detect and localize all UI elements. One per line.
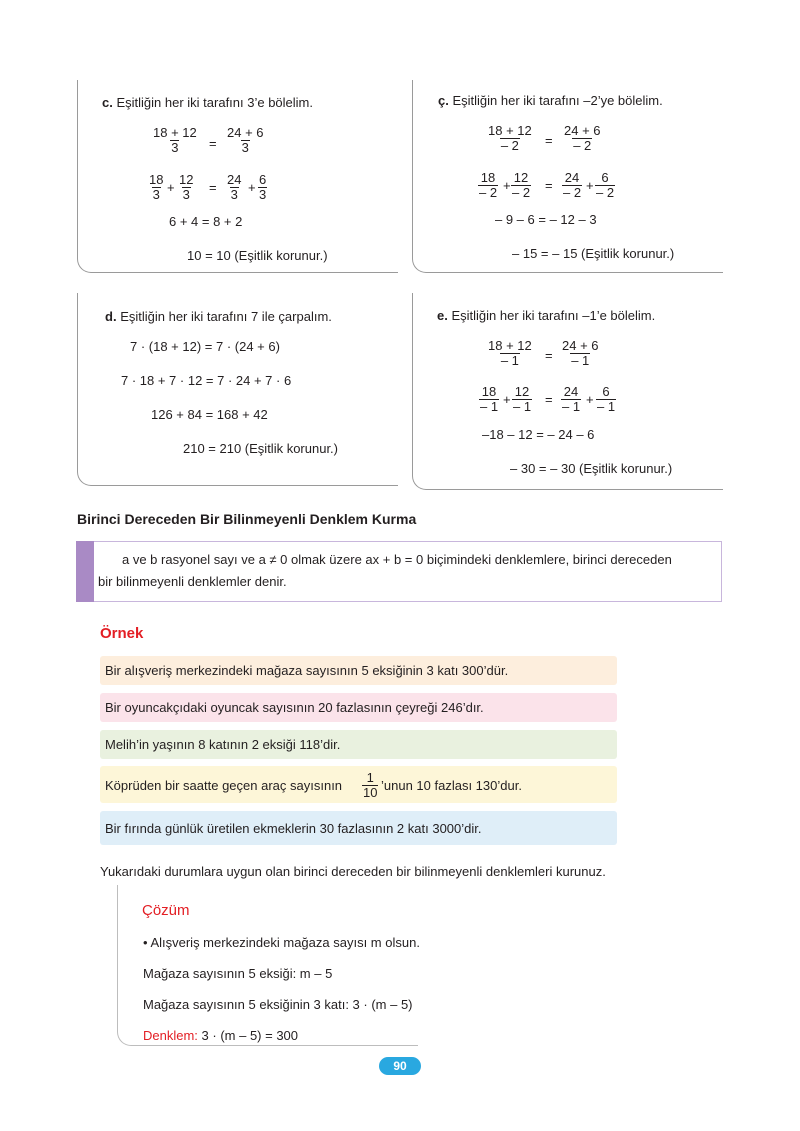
example-question: Yukarıdaki durumlara uygun olan birinci dereceden bir bilinmeyenli denklemleri kurunuz.: [100, 864, 606, 879]
example-item-text: Bir alışveriş merkezindeki mağaza sayısının 5 eksiğinin 3 katı 300’dür.: [105, 663, 509, 678]
box-e-line4: – 30 = – 30 (Eşitlik korunur.): [510, 461, 673, 476]
box-d-line3: 126 + 84 = 168 + 42: [151, 407, 268, 422]
plus-sign: +: [586, 178, 594, 193]
box-cc-line3: – 9 – 6 = – 12 – 3: [495, 212, 597, 227]
plus-sign: +: [503, 392, 511, 407]
equals-sign: =: [209, 180, 217, 195]
plus-sign: +: [248, 180, 256, 195]
equation-label: Denklem:: [143, 1028, 198, 1043]
definition-accent-bar: [76, 541, 94, 602]
equals-sign: =: [545, 392, 553, 407]
box-cc-frac-c: 24 – 2: [563, 170, 582, 200]
solution-equation: [143, 1028, 298, 1043]
plus-sign: +: [586, 392, 594, 407]
box-d-line4: 210 = 210 (Eşitlik korunur.): [183, 441, 338, 456]
example-title: Örnek: [100, 625, 144, 642]
example-item-text-before: Köprüden bir saatte geçen araç sayısının: [105, 778, 343, 793]
definition-line2: bir bilinmeyenli denklemler denir.: [98, 574, 287, 589]
box-e-frac-c: 24 – 1: [562, 384, 581, 414]
box-c-line3: 6 + 4 = 8 + 2: [169, 214, 243, 229]
box-d-line2: 7 · 18 + 7 · 12 = 7 · 24 + 7 · 6: [121, 373, 292, 388]
example-item-text: Melih’in yaşının 8 katının 2 eksiği 118’dir.: [105, 737, 341, 752]
box-c-fraction-left: 18 + 12 3: [153, 125, 197, 155]
equals-sign: =: [545, 178, 553, 193]
example-item-text-after: ’unun 10 fazlası 130’dur.: [381, 778, 522, 793]
example-item-4: [100, 766, 617, 803]
equation-value: 3 · (m – 5) = 300: [201, 1028, 299, 1043]
solution-line2: Mağaza sayısının 5 eksiği: m – 5: [143, 966, 333, 981]
box-cc-frac-b: 12 – 2: [512, 170, 531, 200]
box-cc-line4: – 15 = – 15 (Eşitlik korunur.): [512, 246, 675, 261]
equals-sign: =: [545, 133, 553, 148]
equals-sign: =: [545, 348, 553, 363]
example-item-text: Bir fırında günlük üretilen ekmeklerin 30 fazlasının 2 katı 3000’dir.: [105, 821, 482, 836]
box-cc-heading: ç. Eşitliğin her iki tarafını –2’ye bölelim.: [438, 93, 663, 108]
one-tenth-fraction: 1 10: [363, 770, 378, 800]
box-e-heading: e. Eşitliğin her iki tarafını –1’e bölelim.: [437, 308, 656, 323]
example-item-1: [100, 656, 617, 685]
example-item-text: Bir oyuncakçıdaki oyuncak sayısının 20 fazlasının çeyreği 246’dır.: [105, 700, 484, 715]
box-c-fraction-right: 24 + 6 3: [227, 125, 264, 155]
box-e-frac-a: 18 – 1: [480, 384, 499, 414]
example-item-5: [100, 811, 617, 845]
box-e-fraction-left: 18 + 12 – 1: [488, 338, 532, 368]
box-e-frac-d: 6 – 1: [597, 384, 616, 414]
box-d-line1: 7 · (18 + 12) = 7 · (24 + 6): [130, 339, 280, 354]
box-e-line3: –18 – 12 = – 24 – 6: [482, 427, 595, 442]
box-c-heading: c. Eşitliğin her iki tarafını 3’e bölelim.: [102, 95, 313, 110]
definition-box: [76, 541, 722, 602]
box-c-line4: 10 = 10 (Eşitlik korunur.): [187, 248, 328, 263]
page-number-badge: 90: [379, 1057, 421, 1075]
example-item-2: [100, 693, 617, 722]
solution-title: Çözüm: [142, 902, 190, 919]
box-cc-fraction-right: 24 + 6 – 2: [564, 123, 601, 153]
section-title: Birinci Dereceden Bir Bilinmeyenli Denklem Kurma: [77, 511, 417, 527]
box-cc-frac-d: 6 – 2: [596, 170, 615, 200]
box-c-frac-a: 18 3: [149, 172, 164, 202]
box-c-frac-b: 12 3: [179, 172, 194, 202]
box-d-heading: d. Eşitliğin her iki tarafını 7 ile çarpalım.: [105, 309, 332, 324]
plus-sign: +: [167, 180, 175, 195]
box-e-fraction-right: 24 + 6 – 1: [562, 338, 599, 368]
definition-line1: a ve b rasyonel sayı ve a ≠ 0 olmak üzere ax + b = 0 biçimindeki denklemlere, birinci dereceden: [122, 552, 672, 567]
solution-line1: • Alışveriş merkezindeki mağaza sayısı m olsun.: [143, 935, 420, 950]
box-c-frac-d: 6 3: [259, 172, 267, 202]
box-e-frac-b: 12 – 1: [513, 384, 532, 414]
box-cc-frac-a: 18 – 2: [479, 170, 498, 200]
plus-sign: +: [503, 178, 511, 193]
equals-sign: =: [209, 136, 217, 151]
example-item-3: [100, 730, 617, 759]
box-cc-fraction-left: 18 + 12 – 2: [488, 123, 532, 153]
box-c-frac-c: 24 3: [227, 172, 242, 202]
solution-line3: Mağaza sayısının 5 eksiğinin 3 katı: 3 · (m – 5): [143, 997, 413, 1012]
